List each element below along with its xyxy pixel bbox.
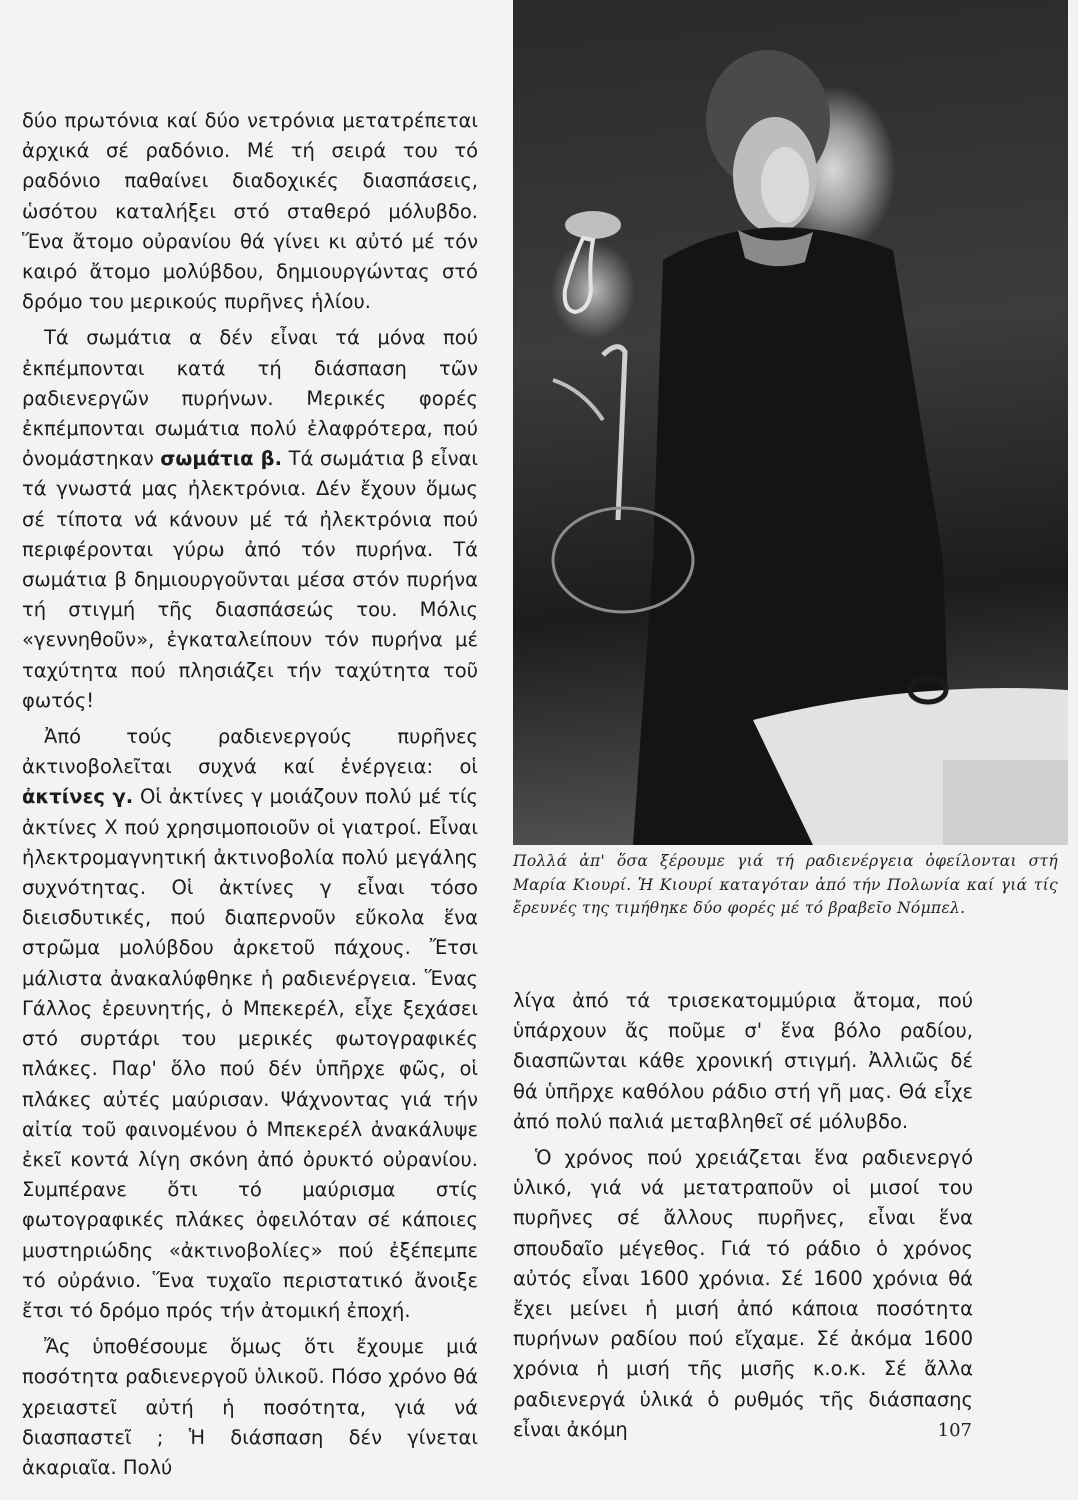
right-text-column (513, 986, 973, 1445)
caption-text: Πολλά ἀπ' ὅσα ξέρουμε γιά τή ραδιενέργεια ὀφείλονται στή Μαρία Κιουρί. Ἡ Κιουρί καταγόταν ἀπό τήν Πολωνία καί γιά τίς ἔρευνές της τιμήθηκε δύο φορές μέ τό βραβεῖο Νόμπελ. (513, 852, 1058, 917)
paragraph-2-text-b: Τά σωμάτια β εἶναι τά γνωστά μας ἠλεκτρόνια. Δέν ἔχουν ὅμως σέ τίποτα νά κάνουν μέ τά ἠλεκτρόνια πού περιφέρονται γύρω ἀπό τόν πυρήνα. Τά σωμάτια β δημιουργοῦνται μέσα στόν πυρήνα τή στιγμή τῆς διασπάσεώς του. Μόλις «γεννηθοῦν», ἐγκαταλείπουν τόν πυρήνα μέ ταχύτητα πού πλησιάζει τήν ταχύτητα τοῦ φωτός! (22, 447, 479, 712)
marie-curie-portrait-icon (513, 0, 1068, 845)
right-paragraph-1: λίγα ἀπό τά τρισεκατομμύρια ἄτομα, πού ὑπάρχουν ἄς ποῦμε σ' ἕνα βόλο ραδίου, διασπῶνται κάθε χρονική στιγμή. Ἀλλιῶς δέ θά ὑπῆρχε καθόλου ράδιο στή γῆ μας. Θά εἶχε ἀπό πολύ παλιά μεταβληθεῖ σέ μόλυβδο. (513, 989, 973, 1133)
paragraph-3-text-b: Οἱ ἀκτίνες γ μοιάζουν πολύ μέ τίς ἀκτίνες Χ πού χρησιμοποιοῦν οἱ γιατροί. Εἶναι ἠλεκτρομαγνητική ἀκτινοβολία πολύ μεγάλης συχνότητας. Οἱ ἀκτίνες γ εἶναι τόσο διεισδυτικές, πού διαπερνοῦν εὔκολα ἕνα στρῶμα μολύβδου ἀρκετοῦ πάχους. Ἔτσι μάλιστα ἀνακαλύφθηκε ἡ ραδιενέργεια. Ἕνας Γάλλος ἐρευνητής, ὁ Μπεκερέλ, εἶχε ξεχάσει στό συρτάρι του μερικές φωτογραφικές πλάκες. Παρ' ὅλο πού δέν ὑπῆρχε φῶς, οἱ πλάκες αὐτές μαύρισαν. Ψάχνοντας γιά τήν αἰτία τοῦ φαινομένου ὁ Μπεκερέλ ἀνακάλυψε ἐκεῖ κοντά λίγη σκόνη ἀπό ὀρυκτό οὐρανίου. Συμπέρανε ὅτι τό μαύρισμα στίς φωτογραφικές πλάκες ὀφειλόταν σέ κάποιες μυστηριώδης «ἀκτινοβολίες» πού ἐξέπεμπε τό οὐράνιο. Ἕνα τυχαῖο περιστατικό ἄνοιξε ἔτσι τό δρόμο πρός τήν ἀτομική ἐποχή. (22, 785, 479, 1322)
photo-caption (513, 850, 1058, 921)
paragraph-2-text-a: Τά σωμάτια α δέν εἶναι τά μόνα πού ἐκπέμπονται κατά τή διάσπαση τῶν ραδιενεργῶν πυρήνων. Μερικές φορές ἐκπέμπονται σωμάτια πολύ ἐλαφρότερα, πού ὀνομάστηκαν (22, 326, 478, 471)
paragraph-2 (22, 323, 478, 716)
paragraph-1: δύο πρωτόνια καί δύο νετρόνια μετατρέπεται ἀρχικά σέ ραδόνιο. Μέ τή σειρά του τό ραδόνιο παθαίνει διαδοχικές διασπάσεις, ὡσότου καταλήξει στό σταθερό μόλυβδο. Ἕνα ἄτομο οὐρανίου θά γίνει κι αὐτό μέ τόν καιρό ἄτομο μολύβδου, δημιουργώντας στό δρόμο του μερικούς πυρῆνες ἡλίου. (22, 109, 478, 314)
beta-particles-term: σωμάτια β. (160, 447, 283, 471)
marie-curie-photo (513, 0, 1068, 845)
page-number: 107 (937, 1420, 972, 1441)
paragraph-3 (22, 722, 478, 1326)
right-paragraph-2: Ὁ χρόνος πού χρειάζεται ἕνα ραδιενεργό ὑλικό, γιά νά μετατραποῦν οἱ μισοί του πυρῆνες σέ ἄλλους πυρῆνες, εἶναι ἕνα σπουδαῖο μέγεθος. Γιά τό ράδιο ὁ χρόνος αὐτός εἶναι 1600 χρόνια. Σέ 1600 χρόνια θά ἔχει μείνει ἡ μισή ἀπό κάποια ποσότητα πυρήνων ραδίου πού εἴχαμε. Σέ ἀκόμα 1600 χρόνια ἡ μισή τῆς μισῆς κ.ο.κ. Σέ ἄλλα ραδιενεργά ὑλικά ὁ ρυθμός τῆς διάσπασης εἶναι ἀκόμη (513, 1146, 973, 1441)
paragraph-4: Ἄς ὑποθέσουμε ὅμως ὅτι ἔχουμε μιά ποσότητα ραδιενεργοῦ ὑλικοῦ. Πόσο χρόνο θά χρειαστεῖ αὐτή ἡ ποσότητα, γιά νά διασπαστεῖ ; Ἡ διάσπαση δέν γίνεται ἀκαριαῖα. Πολύ (22, 1335, 478, 1479)
left-text-column (22, 106, 478, 1483)
gamma-rays-term: ἀκτίνες γ. (22, 785, 134, 809)
paragraph-3-text-a: Ἀπό τούς ραδιενεργούς πυρῆνες ἀκτινοβολεῖται συχνά καί ἐνέργεια: οἱ (22, 725, 478, 779)
